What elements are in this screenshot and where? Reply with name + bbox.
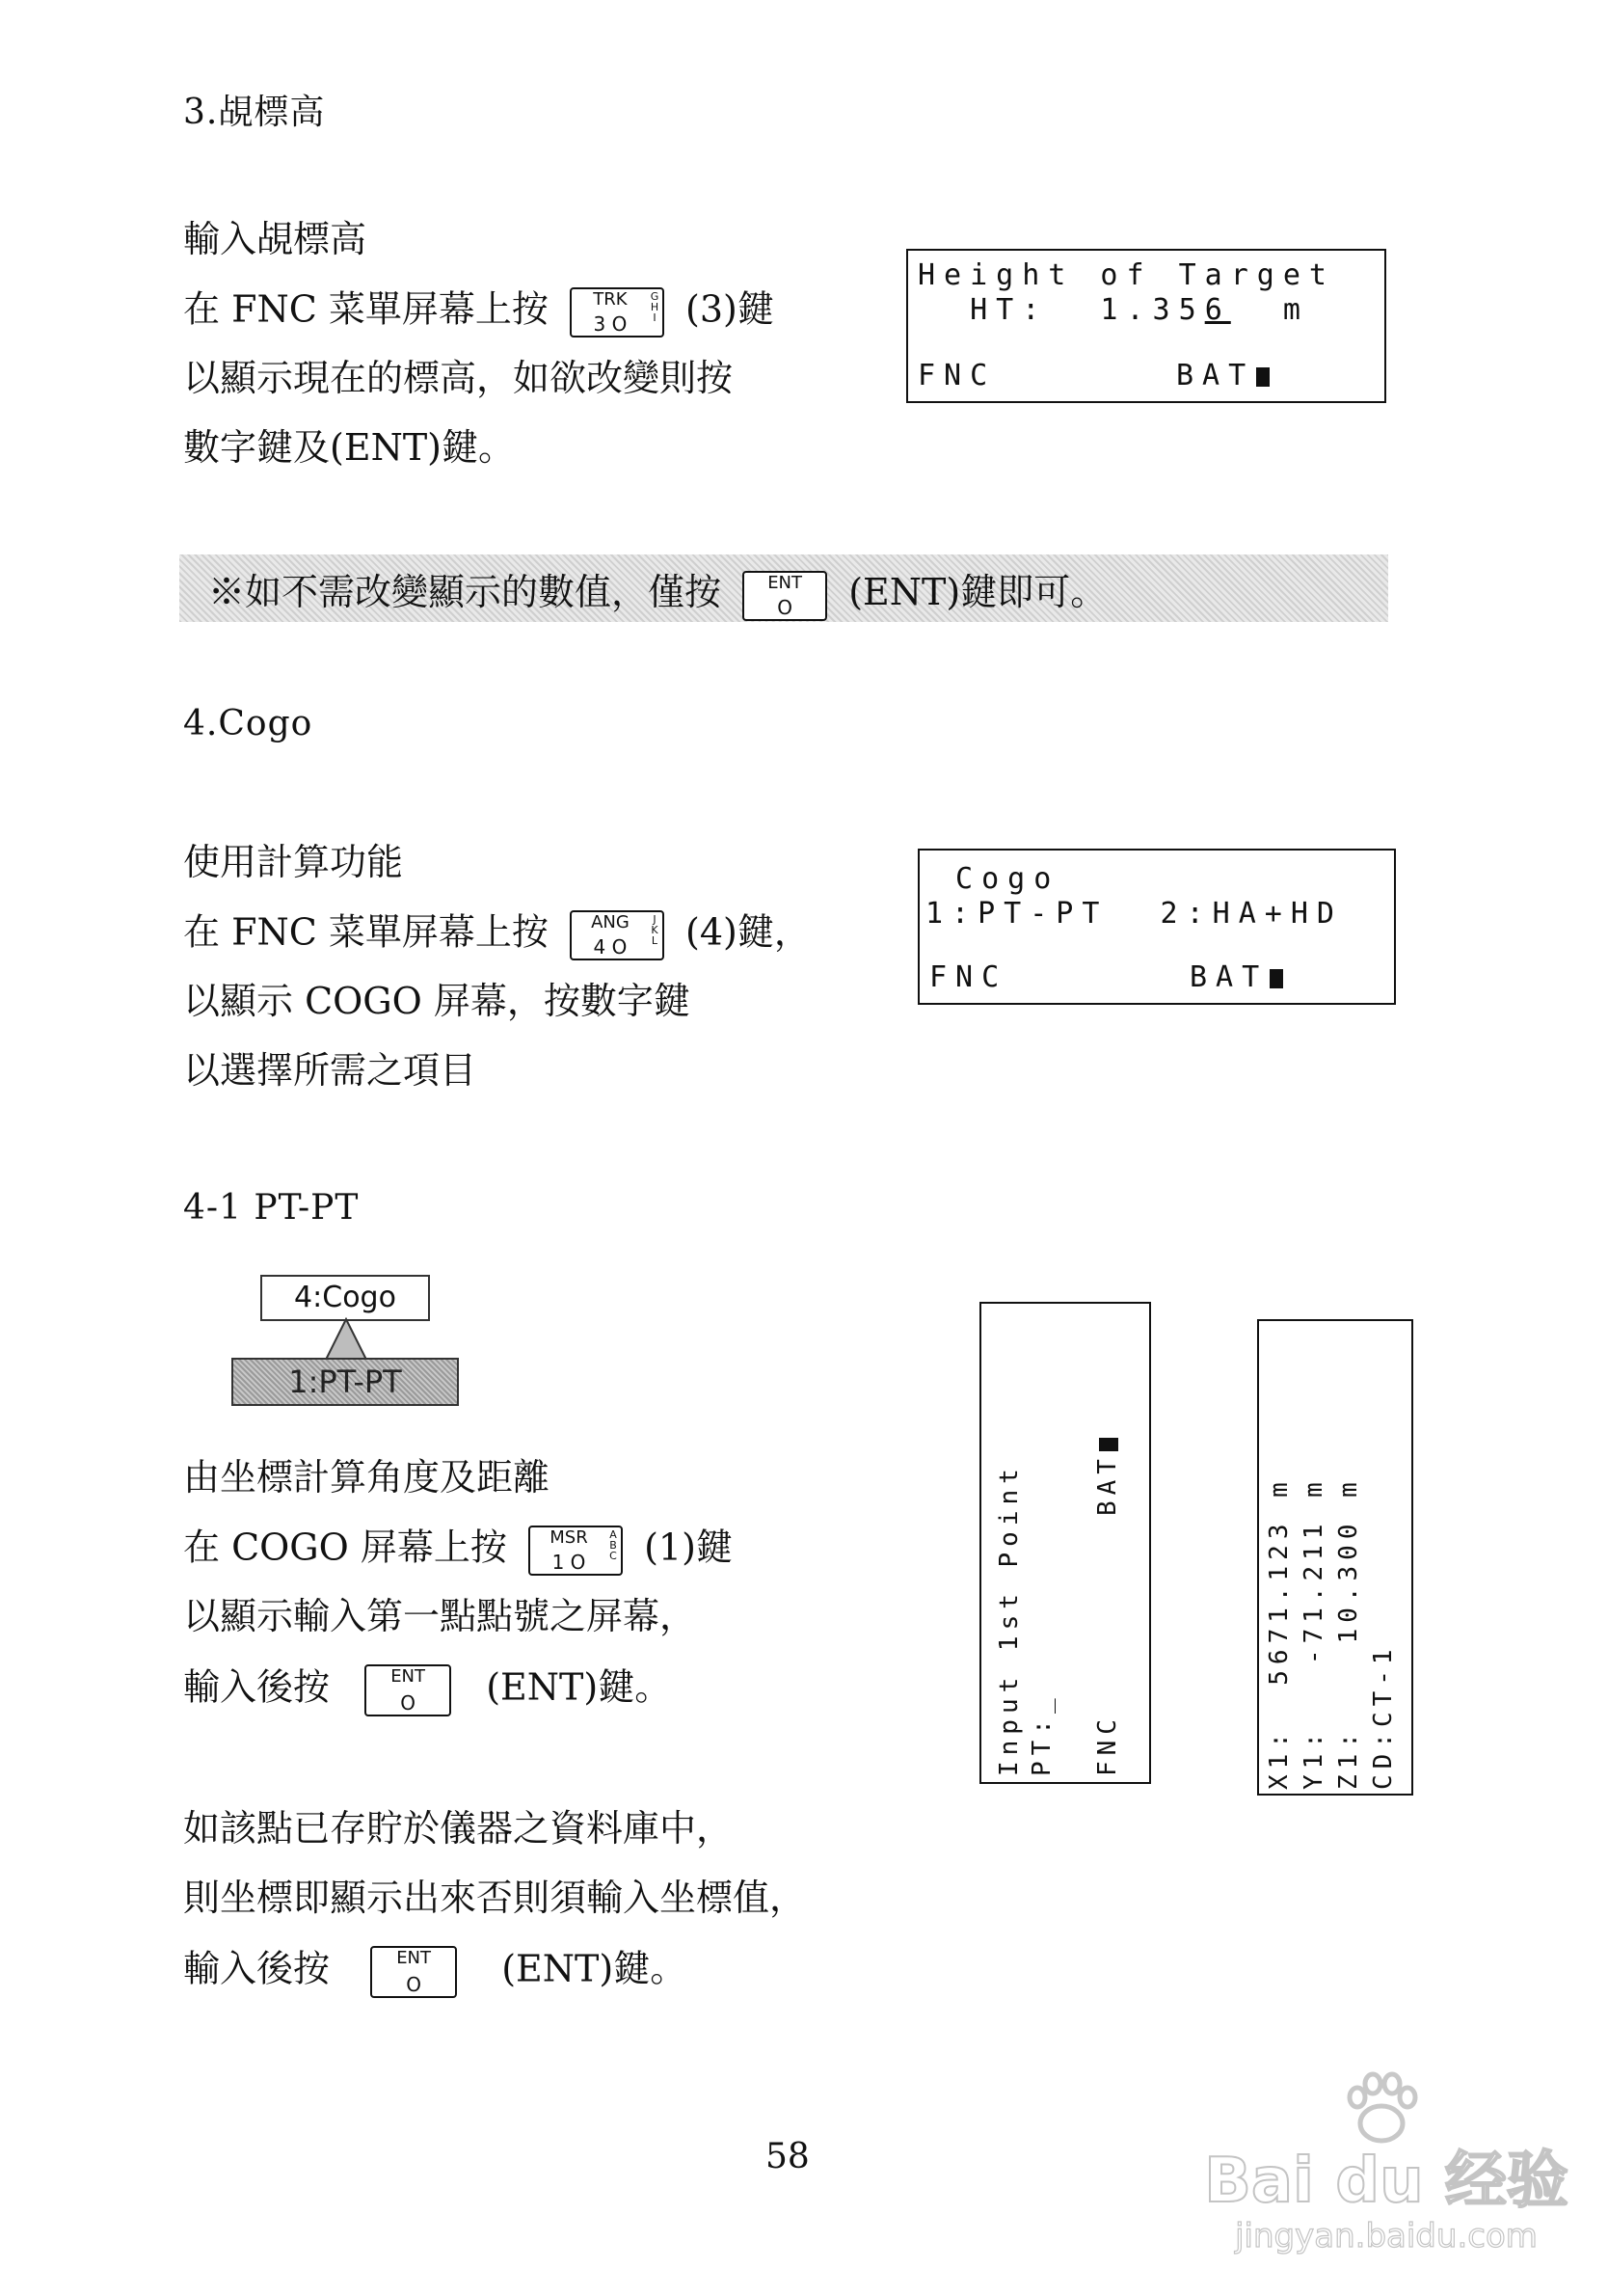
- tag-child-ptpt: 1:PT-PT: [231, 1358, 459, 1406]
- lcd-height-of-target: [906, 249, 1386, 403]
- trk-key-icon: [570, 287, 664, 338]
- lcd-coord-row2: Y1: -71.211 m: [1300, 1476, 1328, 1790]
- lcd-row2: HT: 1.356 m: [918, 293, 1309, 327]
- section3-line1-pre: 在 FNC 菜單屏幕上按: [183, 287, 549, 331]
- section41-line7-pre: 輸入後按: [183, 1947, 331, 1990]
- lcd-row3-right: BAT: [1176, 359, 1270, 392]
- lcd-coord-row4: CD:CT-1: [1369, 1643, 1398, 1790]
- tag-parent-cogo: 4:Cogo: [260, 1275, 430, 1321]
- lcd-row3-left: FNC: [918, 359, 997, 392]
- ent-key-bottom: O: [777, 595, 792, 619]
- lcd-coord-row3: Z1: 10.300 m: [1334, 1476, 1363, 1790]
- section4-line1-post: (4)鍵，: [685, 910, 811, 954]
- msr-key-side: A B C: [609, 1528, 617, 1562]
- msr-key-top: MSR: [549, 1527, 588, 1548]
- ent-key-top: ENT: [390, 1666, 426, 1687]
- battery-icon: [1270, 969, 1283, 988]
- section41-line1: 由坐標計算角度及距離: [183, 1456, 550, 1499]
- tag-arrow-icon: [322, 1317, 370, 1362]
- ent-key-icon: [742, 571, 827, 621]
- page-number: 58: [765, 2137, 810, 2176]
- ent-key-top: ENT: [767, 572, 803, 593]
- section3-heading: 3.覘標高: [183, 93, 326, 132]
- section41-line3: 以顯示輸入第一點點號之屏幕，: [183, 1595, 697, 1637]
- ang-key-bottom: 4 O: [593, 935, 628, 959]
- section41-line7: [183, 1946, 686, 1998]
- battery-icon: [1099, 1438, 1118, 1451]
- baidu-watermark: [1193, 2070, 1579, 2257]
- section3-line2: 以顯示現在的標高，如欲改變則按: [183, 357, 734, 399]
- ent-key-icon: [370, 1946, 457, 1998]
- lcd-cogo-row3-right: BAT: [1190, 960, 1283, 994]
- section41-line4-pre: 輸入後按: [183, 1665, 331, 1709]
- ent-key-bottom: O: [406, 1973, 421, 1996]
- msr-key-bottom: 1 O: [551, 1551, 586, 1574]
- watermark-brand: Bai du 经验: [1204, 2146, 1568, 2217]
- section4-line2: 以顯示 COGO 屏幕，按數字鍵: [183, 980, 690, 1022]
- section4-subheading: 使用計算功能: [183, 841, 404, 883]
- msr-key-icon: [528, 1526, 623, 1576]
- watermark-url: jingyan.baidu.com: [1235, 2217, 1538, 2255]
- ang-key-side: J K L: [651, 913, 658, 947]
- lcd-cogo-row3-left: FNC: [929, 960, 1008, 994]
- section4-line3: 以選擇所需之項目: [183, 1049, 477, 1092]
- lcd-cogo-row2: 1:PT-PT 2:HA+HD: [925, 897, 1343, 931]
- lcd-coordinates: [1257, 1319, 1413, 1796]
- section41-line5: 如該點已存貯於儀器之資料庫中，: [183, 1807, 734, 1850]
- note-text-pre: ※如不需改變顯示的數值，僅按: [208, 571, 722, 613]
- note-band: [179, 554, 1388, 622]
- trk-key-side: G H I: [650, 290, 659, 324]
- note-text: [208, 562, 1107, 621]
- lcd-input-row1: Input 1st Point: [995, 1463, 1024, 1776]
- section3-line1-post: (3)鍵: [685, 287, 774, 331]
- lcd-row1: Height of Target: [918, 258, 1335, 292]
- section41-line4-post: (ENT)鍵。: [486, 1665, 672, 1709]
- note-text-post: (ENT)鍵即可。: [848, 571, 1108, 613]
- paw-logo-icon: [1338, 2070, 1425, 2147]
- trk-key-top: TRK: [593, 289, 628, 310]
- lcd-cogo-menu: [918, 849, 1396, 1005]
- ent-key-bottom: O: [400, 1691, 415, 1715]
- lcd-coord-row1: X1: 5671.123 m: [1265, 1476, 1294, 1790]
- section41-line2-post: (1)鍵: [644, 1526, 733, 1569]
- lcd-input-row3-left: FNC: [1093, 1714, 1122, 1776]
- section41-line2-pre: 在 COGO 屏幕上按: [183, 1526, 507, 1569]
- lcd-input-first-point: [979, 1302, 1151, 1784]
- section41-heading: 4-1 PT-PT: [183, 1188, 360, 1228]
- section41-line2: [183, 1526, 733, 1576]
- lcd-input-row2: PT:_: [1028, 1692, 1057, 1776]
- lcd-cursor: 6: [1204, 293, 1231, 327]
- section3-line1: [183, 287, 774, 338]
- lcd-input-row3-right: BAT: [1093, 1438, 1122, 1516]
- section3-line3: 數字鍵及(ENT)鍵。: [183, 426, 515, 469]
- section4-heading: 4.Cogo: [183, 704, 313, 743]
- trk-key-bottom: 3 O: [593, 312, 628, 336]
- ang-key-icon: [570, 910, 664, 960]
- section4-line1: [183, 910, 811, 960]
- lcd-cogo-row1: Cogo: [929, 862, 1060, 896]
- ent-key-top: ENT: [396, 1948, 432, 1968]
- section41-line6: 則坐標即顯示出來否則須輸入坐標值，: [183, 1877, 807, 1919]
- section3-subheading: 輸入覘標高: [183, 218, 367, 260]
- section41-line4: [183, 1664, 671, 1716]
- ent-key-icon: [364, 1664, 451, 1716]
- section4-line1-pre: 在 FNC 菜單屏幕上按: [183, 910, 549, 954]
- section41-line7-post: (ENT)鍵。: [501, 1947, 687, 1990]
- ang-key-top: ANG: [591, 912, 630, 932]
- battery-icon: [1256, 367, 1270, 387]
